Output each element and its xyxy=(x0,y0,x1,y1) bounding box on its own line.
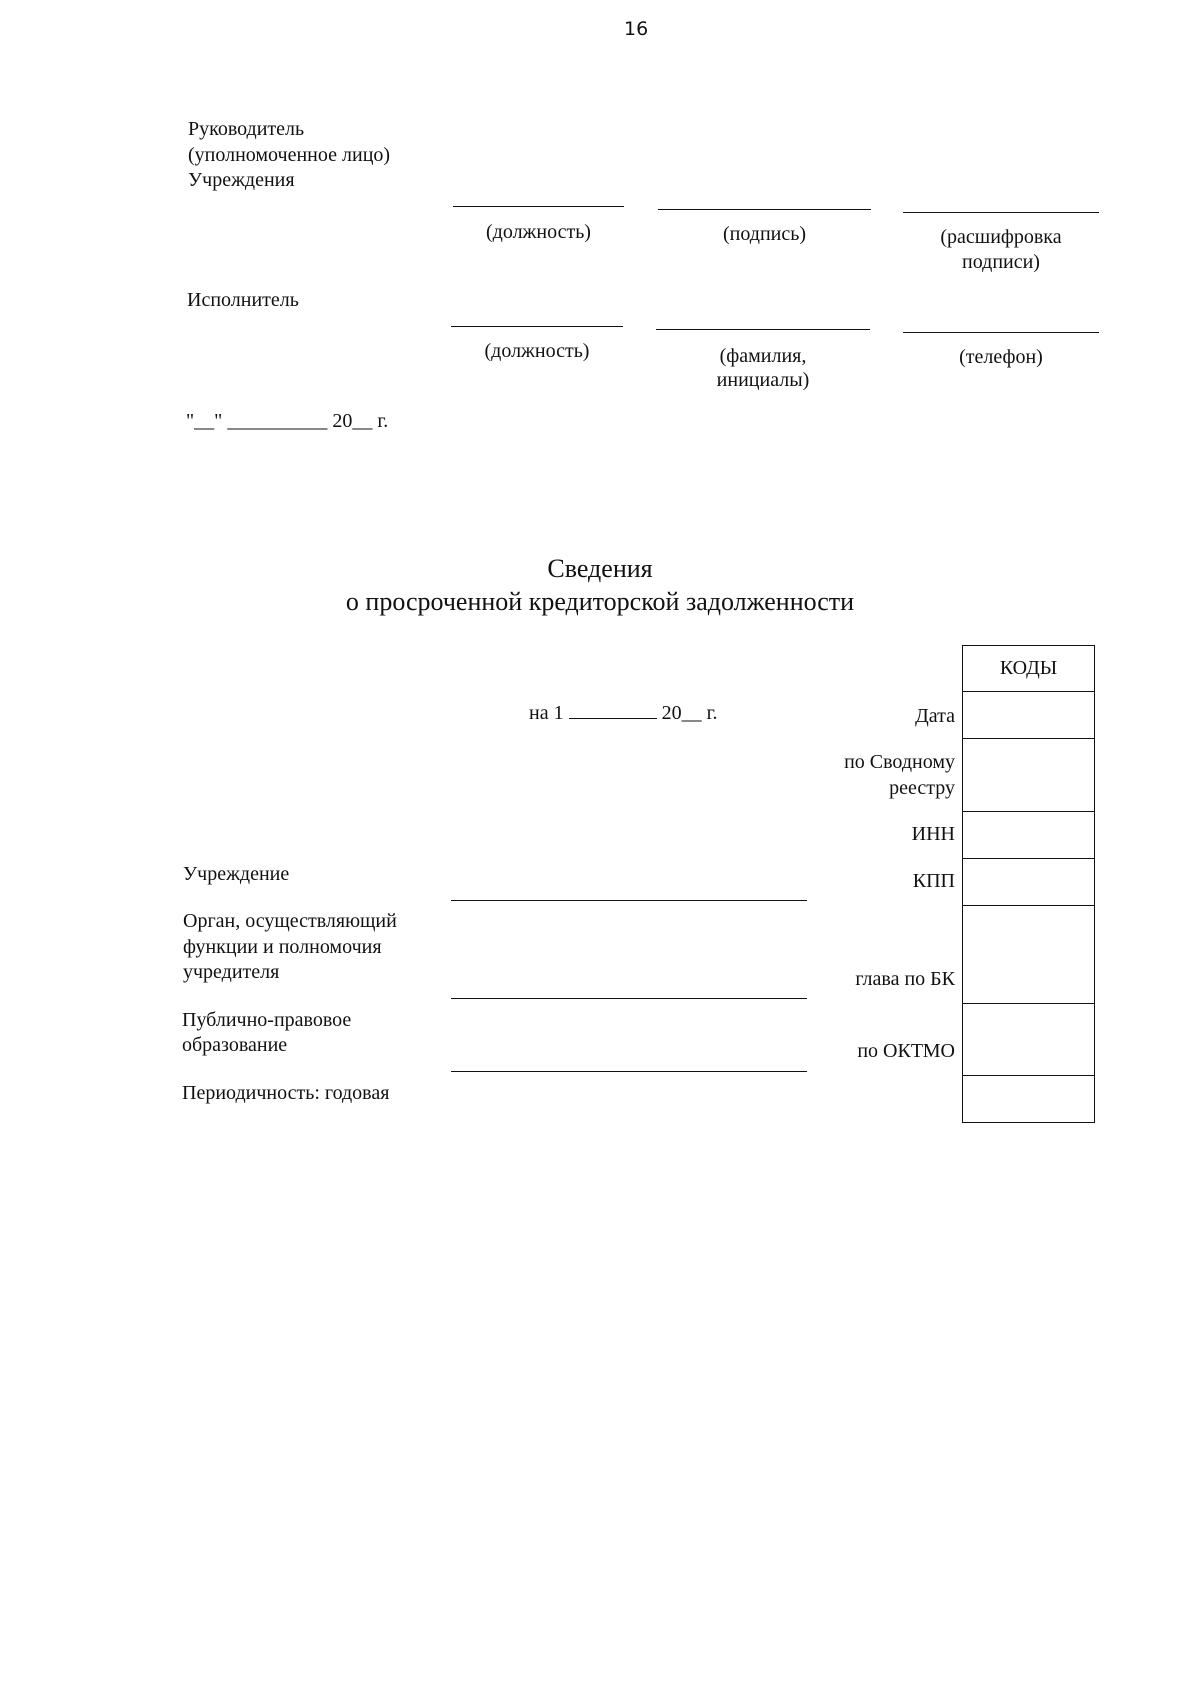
code-cell-periodicity xyxy=(963,1076,1094,1123)
head-position-caption: (должность) xyxy=(486,221,591,243)
code-label-registry-2: реестру xyxy=(889,777,955,799)
code-label-registry-1: по Сводному xyxy=(844,751,955,773)
field-public-line-2: образование xyxy=(182,1034,288,1056)
report-date-prefix: на 1 xyxy=(529,702,564,724)
field-organ-line-1: Орган, осуществляющий xyxy=(183,910,397,932)
code-label-kpp: КПП xyxy=(912,870,955,892)
field-institution: Учреждение xyxy=(183,863,290,885)
code-cell-registry xyxy=(963,739,1094,812)
executor-name-caption-2: инициалы) xyxy=(716,369,810,391)
field-public-line-1: Публично-правовое xyxy=(182,1009,352,1031)
code-cell-inn xyxy=(963,812,1094,859)
report-title-line-2: о просроченной кредиторской задолженности xyxy=(345,587,855,616)
executor-position-caption: (должность) xyxy=(484,340,590,362)
head-position-line xyxy=(453,206,624,207)
code-cell-oktmo xyxy=(963,1004,1094,1076)
page-number: 16 xyxy=(624,18,649,40)
code-cell-chapter xyxy=(963,906,1094,1004)
report-title-line-1: Сведения xyxy=(547,554,653,583)
code-label-inn: ИНН xyxy=(911,823,955,845)
institution-line xyxy=(451,900,807,901)
field-organ-line-3: учредителя xyxy=(183,961,280,983)
executor-position-line xyxy=(451,326,623,327)
report-date-year: 20__ г. xyxy=(661,702,718,724)
report-date-blank xyxy=(569,698,657,719)
code-label-date: Дата xyxy=(915,705,955,727)
head-decoding-caption-1: (расшифровка xyxy=(940,226,1062,248)
public-line xyxy=(451,1071,807,1072)
executor-name-line xyxy=(656,329,870,330)
code-label-oktmo: по ОКТМО xyxy=(857,1040,955,1062)
organ-line xyxy=(451,998,807,999)
code-label-chapter: глава по БК xyxy=(855,968,955,990)
head-decoding-caption-2: подписи) xyxy=(962,251,1040,273)
code-cell-kpp xyxy=(963,859,1094,906)
executor-label: Исполнитель xyxy=(187,289,299,311)
executor-name-caption-1: (фамилия, xyxy=(719,345,807,367)
head-label-line-2: (уполномоченное лицо) xyxy=(188,144,391,166)
codes-table xyxy=(962,645,1095,1123)
field-periodicity: Периодичность: годовая xyxy=(182,1082,390,1104)
executor-phone-line xyxy=(903,332,1099,333)
head-signature-caption: (подпись) xyxy=(722,223,807,245)
head-label-line-1: Руководитель xyxy=(188,118,305,140)
executor-phone-caption: (телефон) xyxy=(959,346,1043,368)
head-signature-line xyxy=(658,209,871,210)
codes-header: КОДЫ xyxy=(963,646,1094,692)
report-date xyxy=(529,698,718,726)
signature-date: "__" __________ 20__ г. xyxy=(186,410,389,432)
field-organ-line-2: функции и полномочия xyxy=(183,936,382,958)
code-cell-date xyxy=(963,692,1094,739)
head-decoding-line xyxy=(903,212,1099,213)
head-label-line-3: Учреждения xyxy=(188,169,295,191)
